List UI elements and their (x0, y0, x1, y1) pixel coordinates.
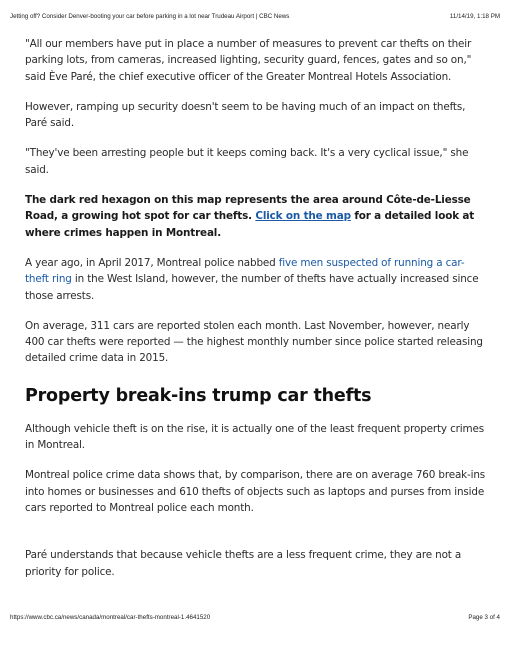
print-header (10, 13, 500, 25)
print-datetime: 11/14/19, 1:18 PM (449, 13, 500, 20)
article-body (25, 36, 487, 580)
arrests-text-end: in the West Island, however, the number of thefts have actually increased since those arrests. (25, 273, 479, 302)
page-url: https://www.cbc.ca/news/canada/montreal/car-thefts-montreal-1.4641520 (10, 614, 211, 621)
paragraph-security: However, ramping up security doesn't seem to be having much of an impact on thefts, Paré said. (25, 100, 466, 130)
car-theft-ring-link[interactable]: five men suspected of running a car-theft ring (25, 256, 465, 286)
paragraph-priority: Paré understands that because vehicle thefts are a less frequent crime, they are not a priority for police. (25, 549, 462, 578)
page-number: Page 3 of 4 (468, 614, 500, 621)
section-heading: Property break-ins trump car thefts (25, 385, 372, 406)
map-caption (25, 192, 487, 241)
arrests-text: A year ago, in April 2017, Montreal police nabbed (25, 256, 279, 269)
paragraph-statistics: On average, 311 cars are reported stolen each month. Last November, however, nearly 400 car thefts were reported — the highest monthly number since police started releasing detailed crime data in 2015. (25, 319, 483, 365)
paragraph-arrests (25, 255, 487, 304)
paragraph-break-ins: Montreal police crime data shows that, by comparison, there are on average 760 break-ins into homes or businesses and 610 thefts of objects such as laptops and purses from inside cars reported to Montreal police each month. (25, 469, 486, 514)
paragraph-cyclical-quote: "They've been arresting people but it keeps coming back. It's a very cyclical issue," she said. (25, 147, 469, 176)
paragraph-least-frequent: Although vehicle theft is on the rise, it is actually one of the least frequent property crimes in Montreal. (25, 422, 484, 452)
map-caption-text: The dark red hexagon on this map represents the area around Côte-de-Liesse Road, a growing hot spot for car thefts. (25, 194, 471, 223)
paragraph-quote-pare: "All our members have put in place a number of measures to prevent car thefts on their parking lots, from cameras, increased lighting, security guard, fences, gates and so on," said Ève Paré, the chief executive officer of the Greater Montreal Hotels Association. (25, 38, 472, 83)
map-caption-text-end: for a detailed look at where crimes happen in Montreal. (25, 210, 475, 239)
page-title: Jetting off? Consider Denver-booting your car before parking in a lot near Trudeau Airport | CBC News (10, 13, 290, 20)
map-link[interactable]: Click on the map (255, 210, 351, 223)
print-footer (10, 614, 500, 626)
